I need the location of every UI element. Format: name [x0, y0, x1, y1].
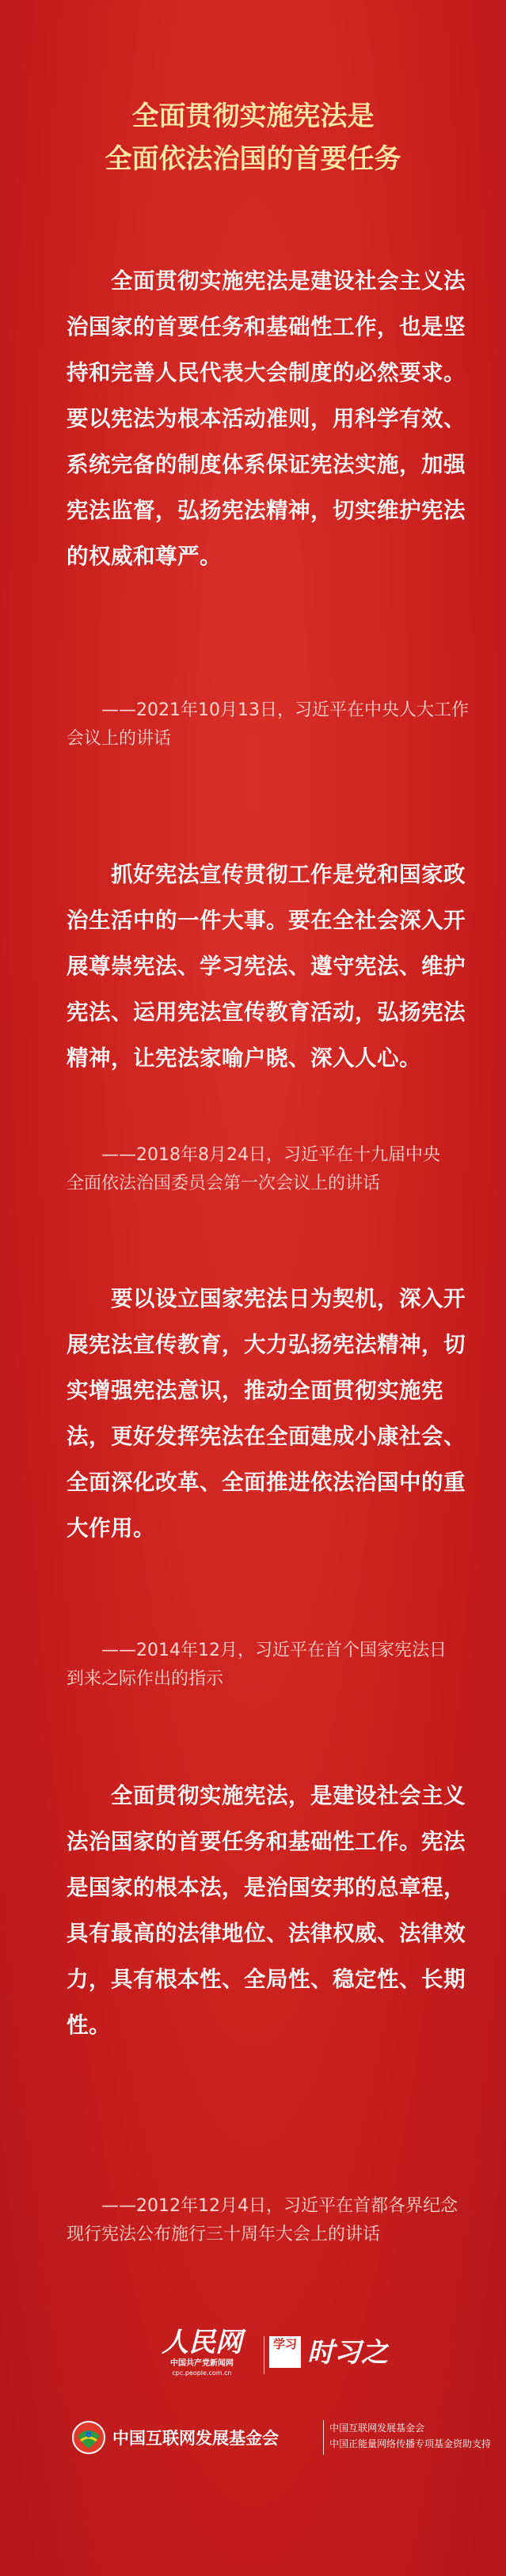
- title-line-1: 全面贯彻实施宪法是: [131, 101, 375, 132]
- rmw-url-text: cpc.people.com.cn: [172, 2369, 232, 2377]
- quote-3-source-line-1: ——2014年12月，习近平在首个国家宪法日: [101, 1641, 447, 1660]
- quote-2-source-line-2: 全面依法治国委员会第一次会议上的讲话: [67, 1174, 381, 1193]
- quote-1-source-line-1: ——2021年10月13日，习近平在中央人大工作: [101, 700, 469, 720]
- title-line-2: 全面依法治国的首要任务: [105, 143, 401, 175]
- footer: [71, 2414, 492, 2464]
- xuexi-seal-icon: 学习: [269, 2336, 301, 2368]
- quote-2-text: 抓好宪法宣传贯彻工作是党和国家政治生活中的一件大事。要在全社会深入开展尊崇宪法、学习宪法、遵守宪法、维护宪法、运用宪法宣传教育活动，弘扬宪法精神，让宪法家喻户晓、深入人心。: [67, 862, 466, 1071]
- footer-sponsor-text: [329, 2420, 491, 2452]
- quote-4-source-line-2: 现行宪法公布施行三十周年大会上的讲话: [67, 2225, 381, 2244]
- fund-name: 中国互联网发展基金会: [112, 2429, 279, 2448]
- quote-4-source: [67, 2192, 494, 2249]
- quote-4-text: 全面贯彻实施宪法，是建设社会主义法治国家的首要任务和基础性工作。宪法是国家的根本法，是治国安邦的总章程，具有最高的法律地位、法律权威、法律效力，具有根本性、全局性、稳定性、长期性。: [67, 1783, 466, 2038]
- page-title: [0, 95, 506, 180]
- quote-4-source-line-1: ——2012年12月4日，习近平在首都各界纪念: [101, 2196, 458, 2216]
- quote-3-text: 要以设立国家宪法日为契机，深入开展宪法宣传教育，大力弘扬宪法精神，切实增强宪法意识，推动全面贯彻实施宪法，更好发挥宪法在全面建成小康社会、全面深化改革、全面推进依法治国中的重大作用。: [67, 1286, 466, 1541]
- fund-logo-icon: [71, 2420, 106, 2455]
- footer-right-line-2: 中国正能量网络传播专项基金资助支持: [329, 2438, 492, 2449]
- quote-1-source-line-2: 会议上的讲话: [67, 729, 172, 749]
- quote-2-source-line-1: ——2018年8月24日，习近平在十九届中央: [101, 1145, 440, 1165]
- rmw-sub-text: 中国共产党新闻网: [170, 2359, 234, 2368]
- quote-3-source-line-2: 到来之际作出的指示: [67, 1669, 224, 1689]
- people-daily-logo: [143, 2327, 261, 2377]
- shixizhi-text: 时习之: [307, 2337, 388, 2369]
- footer-divider: [323, 2420, 324, 2455]
- quote-1-text: 全面贯彻实施宪法是建设社会主义法治国家的首要任务和基础性工作，也是坚持和完善人民代表大会制度的必然要求。要以宪法为根本活动准则，用科学有效、系统完备的制度体系保证宪法实施，加强宪法监督，弘扬宪法精神，切实维护宪法的权威和尊严。: [67, 268, 466, 569]
- shixizhi-logo: [269, 2335, 388, 2374]
- quote-3-source: [67, 1637, 494, 1694]
- quote-1-source: [67, 696, 494, 753]
- footer-right-line-1: 中国互联网发展基金会: [329, 2422, 425, 2434]
- quote-2-source: [67, 1141, 494, 1198]
- rmw-brush-text: 人民网: [162, 2327, 242, 2358]
